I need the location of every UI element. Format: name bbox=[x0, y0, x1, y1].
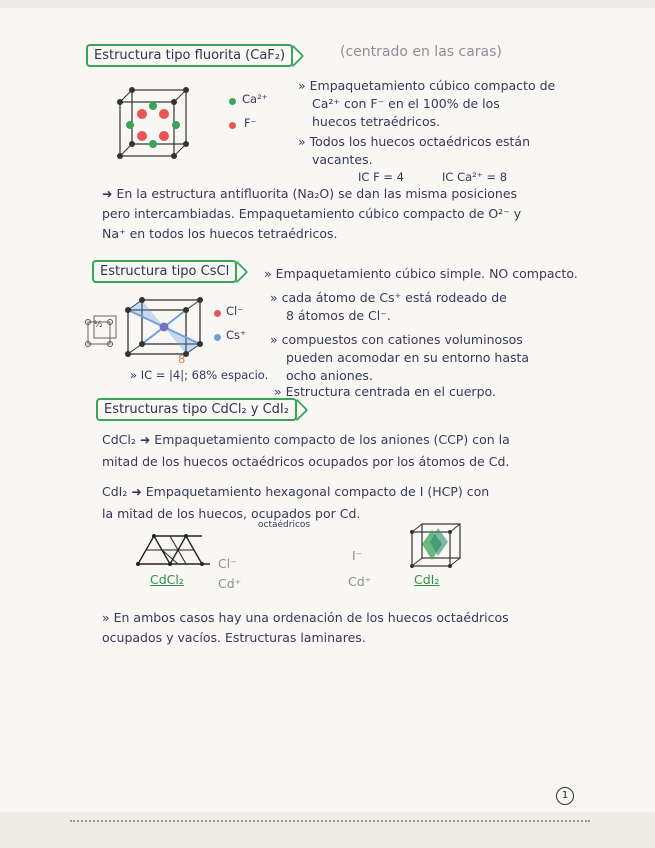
cscl-half-cube-sketch bbox=[84, 312, 120, 348]
i-sketch: I⁻ bbox=[352, 548, 363, 563]
ca-legend-label: Ca²⁺ bbox=[242, 92, 268, 106]
cd-plus-sketch-1: Cd⁺ bbox=[218, 576, 242, 591]
fluorita-bullet2-line1: » Todos los huecos octaédricos están bbox=[298, 134, 531, 149]
fluorita-bullet1-line3: huecos tetraédricos. bbox=[312, 114, 441, 129]
f-legend-dot bbox=[229, 122, 236, 129]
cscl-section-title bbox=[92, 260, 237, 283]
antifluorita-line3: Na⁺ en todos los huecos tetraédricos. bbox=[102, 226, 338, 241]
cdi2-line1: CdI₂ ➜ Empaquetamiento hexagonal compacto de I (HCP) con bbox=[102, 484, 490, 499]
cdi2-octahedra-diagram bbox=[408, 522, 464, 570]
fluorita-note: (centrado en las caras) bbox=[340, 44, 502, 60]
fluorita-title-text: Estructura tipo fluorita (CaF₂) bbox=[94, 48, 286, 63]
cscl-ic-note: » IC = |4|; 68% espacio. bbox=[130, 368, 269, 382]
page-number: 1 bbox=[556, 787, 574, 805]
ic-f: IC F = 4 bbox=[358, 170, 404, 184]
octaedricos-insert: octaédricos bbox=[258, 520, 311, 530]
half-label: ½ bbox=[94, 320, 103, 330]
fluorita-bullet2-line2: vacantes. bbox=[312, 152, 373, 167]
page-bottom-edge bbox=[0, 812, 655, 848]
cscl-bullet4: » Estructura centrada en el cuerpo. bbox=[274, 384, 496, 399]
cs-legend-dot bbox=[214, 334, 221, 341]
cdcl2-line2: mitad de los huecos octaédricos ocupados por los átomos de Cd. bbox=[102, 454, 510, 469]
cdi2-line2: la mitad de los huecos, ocupados por Cd. bbox=[102, 506, 361, 521]
cdcl2-line1: CdCl₂ ➜ Empaquetamiento compacto de los aniones (CCP) con la bbox=[102, 432, 510, 447]
cscl-cube-diagram bbox=[122, 296, 206, 360]
cdi2-caption: CdI₂ bbox=[414, 572, 440, 587]
eight-annotation: 8 bbox=[178, 352, 186, 366]
fluorite-cube-diagram bbox=[112, 84, 192, 164]
ca-legend-dot bbox=[229, 98, 236, 105]
fluorita-section-title bbox=[86, 44, 293, 67]
cscl-bullet3-line1: » compuestos con cationes voluminosos bbox=[270, 332, 523, 347]
cdcl-section-title bbox=[96, 398, 297, 421]
cscl-bullet2-line1: » cada átomo de Cs⁺ está rodeado de bbox=[270, 290, 507, 305]
antifluorita-line1: ➜ En la estructura antifluorita (Na₂O) se dan las misma posiciones bbox=[102, 186, 518, 201]
final-note-line1: » En ambos casos hay una ordenación de los huecos octaédricos bbox=[102, 610, 509, 625]
cscl-bullet3-line2: pueden acomodar en su entorno hasta bbox=[286, 350, 530, 365]
cs-legend-label: Cs⁺ bbox=[226, 328, 247, 342]
page-top-edge bbox=[0, 0, 655, 8]
cdcl-title-text: Estructuras tipo CdCl₂ y CdI₂ bbox=[104, 402, 289, 417]
cl-minus-sketch: Cl⁻ bbox=[218, 556, 237, 571]
f-legend-label: F⁻ bbox=[244, 116, 257, 130]
cl-legend-label: Cl⁻ bbox=[226, 304, 244, 318]
cdcl2-caption: CdCl₂ bbox=[150, 572, 184, 587]
cd-plus-sketch-2: Cd⁺ bbox=[348, 574, 372, 589]
fluorita-bullet1-line1: » Empaquetamiento cúbico compacto de bbox=[298, 78, 556, 93]
cscl-bullet3-line3: ocho aniones. bbox=[286, 368, 373, 383]
cl-legend-dot bbox=[214, 310, 221, 317]
fluorita-bullet1-line2: Ca²⁺ con F⁻ en el 100% de los bbox=[312, 96, 500, 111]
cdcl2-layer-diagram bbox=[134, 530, 214, 570]
ic-ca: IC Ca²⁺ = 8 bbox=[442, 170, 508, 184]
cscl-bullet1: » Empaquetamiento cúbico simple. NO compacto. bbox=[264, 266, 578, 281]
final-note-line2: ocupados y vacíos. Estructuras laminares. bbox=[102, 630, 366, 645]
antifluorita-line2: pero intercambiadas. Empaquetamiento cúbico compacto de O²⁻ y bbox=[102, 206, 522, 221]
cscl-title-text: Estructura tipo CsCl bbox=[100, 264, 230, 279]
cscl-bullet2-line2: 8 átomos de Cl⁻. bbox=[286, 308, 391, 323]
